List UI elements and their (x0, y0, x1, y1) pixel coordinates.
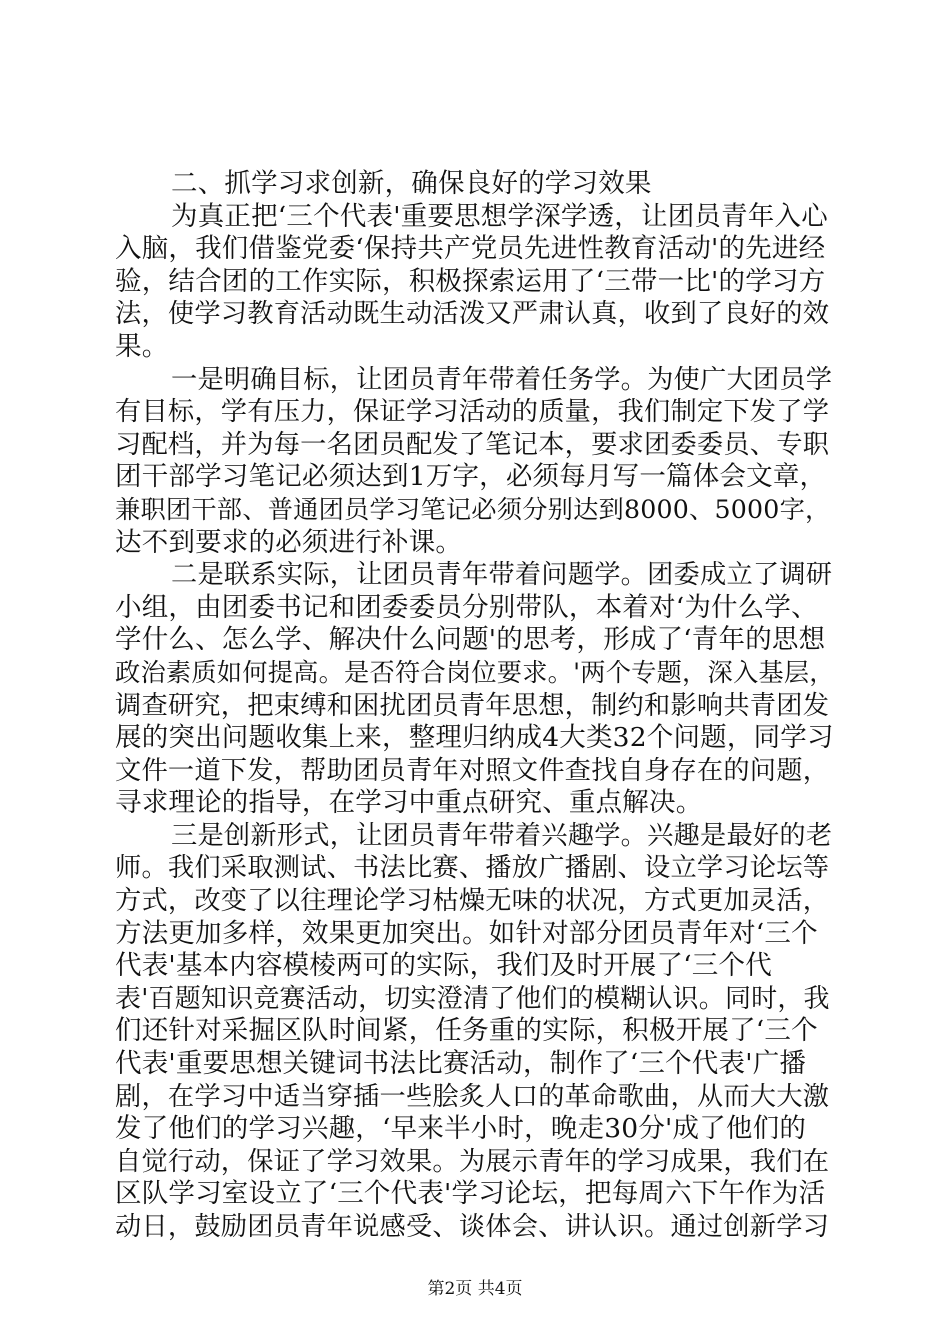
paragraph-line: 代表'重要思想关键词书法比赛活动，制作了‘三个代表'广播 (115, 1048, 807, 1080)
paragraph-line: 法，使学习教育活动既生动活泼又严肃认真，收到了良好的效 (115, 299, 830, 330)
paragraph-line: 团干部学习笔记必须达到1万字，必须每月写一篇体会文章， (115, 461, 827, 493)
paragraph-line: 有目标，学有压力，保证学习活动的质量，我们制定下发了学 (115, 397, 830, 428)
paragraph-line: 兼职团干部、普通团员学习笔记必须分别达到8000、5000字， (115, 494, 831, 524)
paragraph-line: 习配档，并为每一名团员配发了笔记本，要求团委委员、专职 (115, 429, 830, 460)
paragraph-line: 表'百题知识竞赛活动，切实澄清了他们的模糊认识。同时，我 (115, 983, 830, 1014)
paragraph-line: 代表'基本内容模棱两可的实际，我们及时开展了‘三个代 (115, 950, 772, 982)
paragraph-line: 自觉行动，保证了学习效果。为展示青年的学习成果，我们在 (115, 1146, 830, 1177)
paragraph-line: 发了他们的学习兴趣，‘早来半小时，晚走30分'成了他们的 (115, 1113, 807, 1145)
paragraph-line: 入脑，我们借鉴党委‘保持共产党员先进性教育活动'的先进经 (115, 233, 826, 265)
section-heading: 二、抓学习求创新，确保良好的学习效果 (171, 168, 652, 199)
paragraph-line: 剧，在学习中适当穿插一些脍炙人口的革命歌曲，从而大大激 (115, 1081, 830, 1112)
paragraph-line: 展的突出问题收集上来，整理归纳成4大类32个问题，同学习 (115, 722, 834, 754)
paragraph-line: 学什么、怎么学、解决什么问题'的思考，形成了‘青年的思想 (115, 624, 826, 656)
paragraph-line: 们还针对采掘区队时间紧，任务重的实际，积极开展了‘三个 (115, 1015, 818, 1047)
paragraph-line: 调查研究，把束缚和困扰团员青年思想，制约和影响共青团发 (115, 690, 830, 721)
paragraph-line: 二是联系实际，让团员青年带着问题学。团委成立了调研 (171, 560, 833, 591)
page-footer: 第2页 共4页 (427, 1279, 523, 1299)
paragraph-line: 验，结合团的工作实际，积极探索运用了‘三带一比'的学习方 (115, 265, 826, 297)
paragraph-line: 果。 (115, 330, 169, 362)
paragraph-line: 小组，由团委书记和团委委员分别带队，本着对‘为什么学、 (115, 591, 818, 623)
paragraph-line: 动日，鼓励团员青年说感受、谈体会、讲认识。通过创新学习 (115, 1212, 830, 1242)
paragraph-line: 文件一道下发，帮助团员青年对照文件查找自身存在的问题， (115, 755, 830, 786)
paragraph-line: 为真正把‘三个代表'重要思想学深学透，让团员青年入心 (171, 200, 828, 232)
paragraph-line: 政治素质如何提高。是否符合岗位要求。'两个专题，深入基层， (115, 657, 835, 687)
paragraph-line: 方式，改变了以往理论学习枯燥无味的状况，方式更加灵活， (115, 886, 830, 917)
paragraph-line: 三是创新形式，让团员青年带着兴趣学。兴趣是最好的老 (171, 820, 833, 851)
paragraph-line: 达不到要求的必须进行补课。 (115, 526, 463, 558)
paragraph-line: 区队学习室设立了‘三个代表'学习论坛，把每周六下午作为活 (115, 1178, 826, 1210)
paragraph-line: 寻求理论的指导，在学习中重点研究、重点解决。 (115, 787, 703, 819)
paragraph-line: 方法更加多样，效果更加突出。如针对部分团员青年对‘三个 (115, 917, 818, 949)
paragraph-line: 师。我们采取测试、书法比赛、播放广播剧、设立学习论坛等 (115, 853, 830, 884)
document-body (115, 168, 835, 1244)
paragraph-line: 一是明确目标，让团员青年带着任务学。为使广大团员学 (171, 364, 833, 395)
